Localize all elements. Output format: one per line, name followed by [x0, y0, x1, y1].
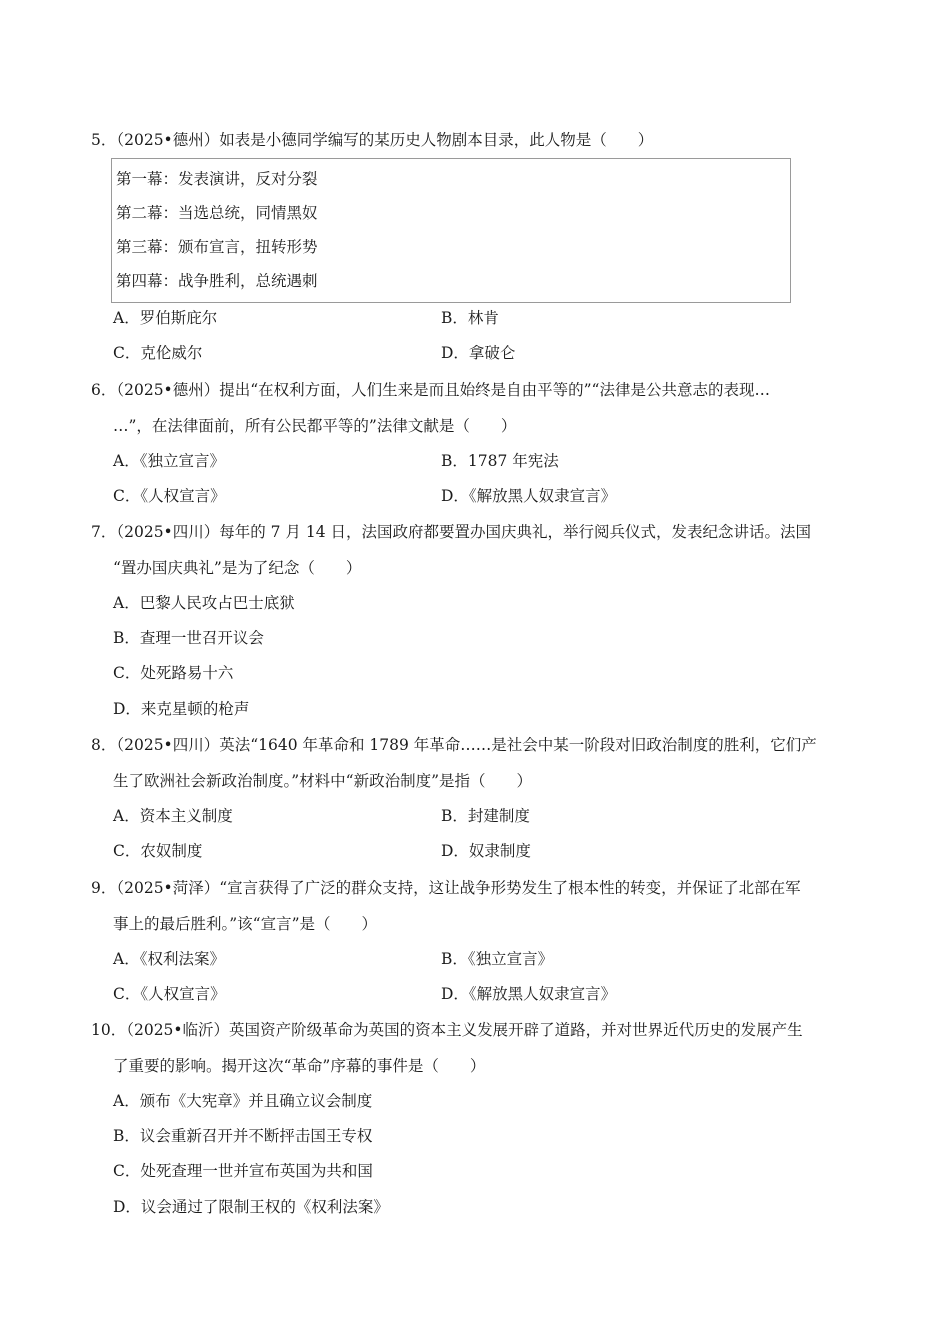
question-stem: 生了欧洲社会新政治制度。”材料中“新政治制度”是指（ ）	[113, 772, 533, 790]
option-b[interactable]: B．议会重新召开并不断抨击国王专权	[113, 1127, 373, 1145]
question-stem: 6．（2025•德州）提出“在权利方面，人们生来是而且始终是自由平等的”“法律是公共意志的表现…	[91, 381, 770, 399]
option-c[interactable]: C．《人权宣言》	[113, 985, 226, 1003]
option-b[interactable]: B．林肯	[441, 309, 499, 327]
option-a[interactable]: A．巴黎人民攻占巴士底狱	[113, 594, 295, 612]
question-stem: …”，在法律面前，所有公民都平等的”法律文献是（ ）	[113, 417, 517, 435]
option-b[interactable]: B．查理一世召开议会	[113, 629, 264, 647]
option-d[interactable]: D．议会通过了限制王权的《权利法案》	[113, 1198, 389, 1216]
question-stem: 9．（2025•菏泽）“宣言获得了广泛的群众支持，这让战争形势发生了根本性的转变，并保证了北部在军	[91, 879, 801, 897]
table-row: 第一幕：发表演讲，反对分裂	[116, 170, 318, 188]
option-a[interactable]: A．罗伯斯庇尔	[113, 309, 218, 327]
question-stem: 7．（2025•四川）每年的 7 月 14 日，法国政府都要置办国庆典礼，举行阅兵仪式，发表纪念讲话。法国	[91, 523, 811, 541]
option-a[interactable]: A．颁布《大宪章》并且确立议会制度	[113, 1092, 373, 1110]
option-a[interactable]: A．资本主义制度	[113, 807, 233, 825]
question-stem: 5．（2025•德州）如表是小德同学编写的某历史人物剧本目录，此人物是（ ）	[91, 131, 654, 149]
option-d[interactable]: D．来克星顿的枪声	[113, 700, 250, 718]
option-c[interactable]: C．克伦威尔	[113, 344, 203, 362]
question-stem: 了重要的影响。揭开这次“革命”序幕的事件是（ ）	[113, 1057, 486, 1075]
question-stem: 10．（2025•临沂）英国资产阶级革命为英国的资本主义发展开辟了道路，并对世界近代历史的发展产生	[91, 1021, 803, 1039]
option-b[interactable]: B．《独立宣言》	[441, 950, 554, 968]
table-row: 第三幕：颁布宣言，扭转形势	[116, 238, 318, 256]
question-stem: 8．（2025•四川）英法“1640 年革命和 1789 年革命……是社会中某一阶段对旧政治制度的胜利，它们产	[91, 736, 817, 754]
option-c[interactable]: C．处死查理一世并宣布英国为共和国	[113, 1162, 373, 1180]
option-a[interactable]: A．《独立宣言》	[113, 452, 225, 470]
option-d[interactable]: D．《解放黑人奴隶宣言》	[441, 985, 617, 1003]
table-row: 第二幕：当选总统，同情黑奴	[116, 204, 318, 222]
option-d[interactable]: D．拿破仑	[441, 344, 516, 362]
option-d[interactable]: D．奴隶制度	[441, 842, 531, 860]
option-b[interactable]: B．封建制度	[441, 807, 530, 825]
option-c[interactable]: C．《人权宣言》	[113, 487, 226, 505]
table-row: 第四幕：战争胜利，总统遇刺	[116, 272, 318, 290]
question-stem: “置办国庆典礼”是为了纪念（ ）	[113, 559, 362, 577]
question-stem: 事上的最后胜利。”该“宣言”是（ ）	[113, 915, 378, 933]
option-d[interactable]: D．《解放黑人奴隶宣言》	[441, 487, 617, 505]
script-table	[111, 158, 791, 303]
option-b[interactable]: B．1787 年宪法	[441, 452, 559, 470]
option-a[interactable]: A．《权利法案》	[113, 950, 225, 968]
option-c[interactable]: C．处死路易十六	[113, 664, 234, 682]
option-c[interactable]: C．农奴制度	[113, 842, 203, 860]
